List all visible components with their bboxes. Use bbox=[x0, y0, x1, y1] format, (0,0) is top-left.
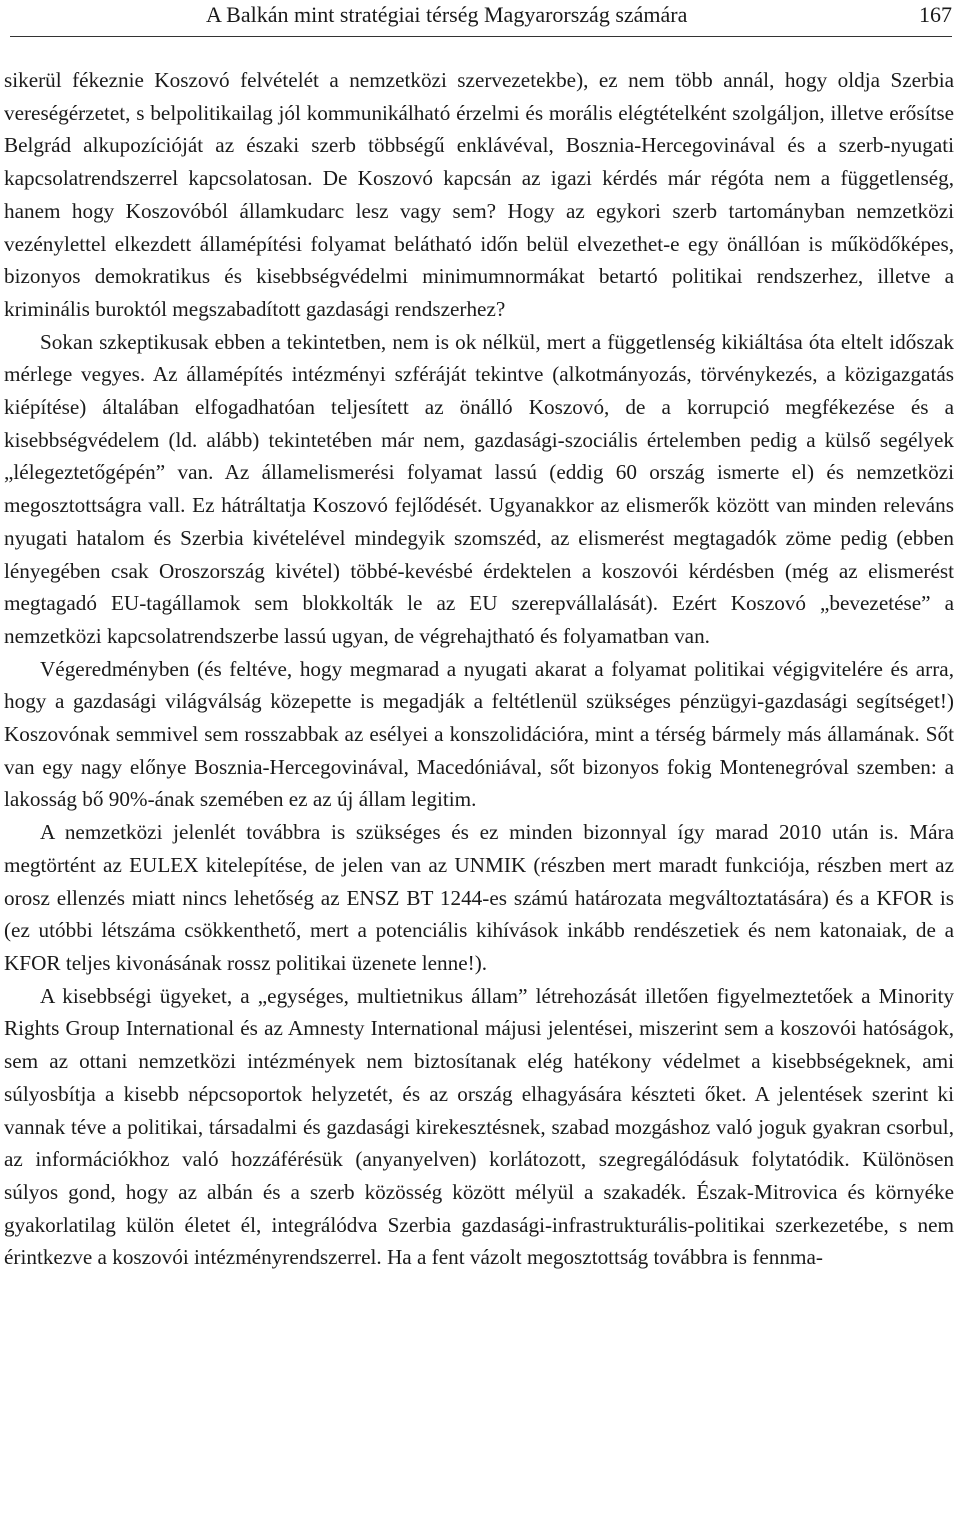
paragraph: Sokan szkeptikusak ebben a tekintetben, nem is ok nélkül, mert a függetlenség kikiáltása óta eltelt időszak mérlege vegyes. Az államépítés intézményi szféráját tekintve (alkotmányozás, törvénykezés, a közigazgatás kiépítése) általában elfogadhatóan teljesített az önálló Koszovó, de a korrupció megfékezése és a kisebbségvédelem (ld. alább) tekintetében már nem, gazdasági-szociális értelemben pedig a külső segélyek „lélegeztetőgépén” van. Az államelismerési folyamat lassú (eddig 60 ország ismerte el) és nemzetközi megosztottságra vall. Ez hátráltatja Koszovó fejlődését. Ugyanakkor az elismerők között van minden releváns nyugati hatalom és Szerbia kivételével mindegyik szomszéd, az elismerést megtagadók zöme pedig (ebben lényegében csak Oroszország kivétel) többé-kevésbé érdektelen a koszovói kérdésben (még az elismerést megtagadó EU-tagállamok sem blokkolták le az EU szerepvállalását). Ezért Koszovó „bevezetése” a nemzetközi kapcsolatrendszerbe lassú ugyan, de végrehajtható és folyamatban van. bbox=[4, 329, 954, 648]
body-text bbox=[4, 64, 954, 1274]
running-header bbox=[10, 0, 952, 37]
running-title: A Balkán mint stratégiai térség Magyarország számára bbox=[206, 2, 688, 27]
paragraph-continued: sikerül fékeznie Koszovó felvételét a nemzetközi szervezetekbe), ez nem több annál, hogy oldja Szerbia vereségérzetet, s belpolitikailag jól kommunikálható érzelmi és morális elégtételként szolgáljon, illetve erősítse Belgrád alkupozícióját az északi szerb többségű enklávéval, Bosznia-Hercegovinával és a szerb-nyugati kapcsolatrendszerrel kapcsolatosan. De Koszovó kapcsán az igazi kérdés már régóta nem a függetlenség, hanem hogy Koszovóból államkudarc lesz vagy sem? Hogy az egykori szerb tartományban nemzetközi vezénylettel elkezdett államépítési folyamat belátható időn belül elvezethet-e egy önállóan is működőképes, bizonyos demokratikus és kisebbségvédelmi minimumnormákat betartó politikai rendszerhez, illetve a kriminális buroktól megszabadított gazdasági rendszerhez? bbox=[4, 68, 954, 321]
paragraph: Végeredményben (és feltéve, hogy megmarad a nyugati akarat a folyamat politikai végigvitelére és arra, hogy a gazdasági világválság közepette is megadják a feltétlenül szükséges pénzügyi-gazdasági segítséget!) Koszovónak semmivel sem rosszabbak az esélyei a konszolidációra, mint a térség bármely más államának. Sőt van egy nagy előnye Bosznia-Hercegovinával, Macedóniával, sőt bizonyos fokig Montenegróval szemben: a lakosság bő 90%-ának szemében ez az új állam legitim. bbox=[4, 656, 954, 812]
paragraph: A nemzetközi jelenlét továbbra is szükséges és ez minden bizonnyal így marad 2010 után is. Mára megtörtént az EULEX kitelepítése, de jelen van az UNMIK (részben mert maradt funkciója, részben mert az orosz ellenzés miatt nincs lehetőség az ENSZ BT 1244-es számú határozata megváltoztatására) és a KFOR is (ez utóbbi létszáma csökkenthető, mert a potenciális kihívások inkább rendészetiek és nem katonaiak, de a KFOR teljes kivonásának rossz politikai üzenete lenne!). bbox=[4, 820, 954, 975]
paragraph: A kisebbségi ügyeket, a „egységes, multietnikus állam” létrehozását illetően figyelmeztetőek a Minority Rights Group International és az Amnesty International májusi jelentései, miszerint sem a koszovói hatóságok, sem az ottani nemzetközi intézmények nem biztosítanak elég hatékony védelmet a kisebbségeknek, ami súlyosbítja a kisebb népcsoportok helyzetét, és az ország elhagyására készteti őket. A jelentések szerint ki vannak téve a politikai, társadalmi és gazdasági kirekesztésnek, szabad mozgáshoz való joguk gyakran csorbul, az információkhoz való hozzáférésük (anyanyelven) korlátozott, szegregálódásuk folytatódik. Különösen súlyos gond, hogy az albán és a szerb közösség között mélyül a szakadék. Észak-Mitrovica és környéke gyakorlatilag külön életet él, integrálódva Szerbia gazdasági-infrastrukturális-politikai szerkezetébe, s nem érintkezve a koszovói intézményrendszerrel. Ha a fent vázolt megosztottság továbbra is fennma- bbox=[4, 983, 954, 1270]
page-number: 167 bbox=[919, 2, 952, 27]
